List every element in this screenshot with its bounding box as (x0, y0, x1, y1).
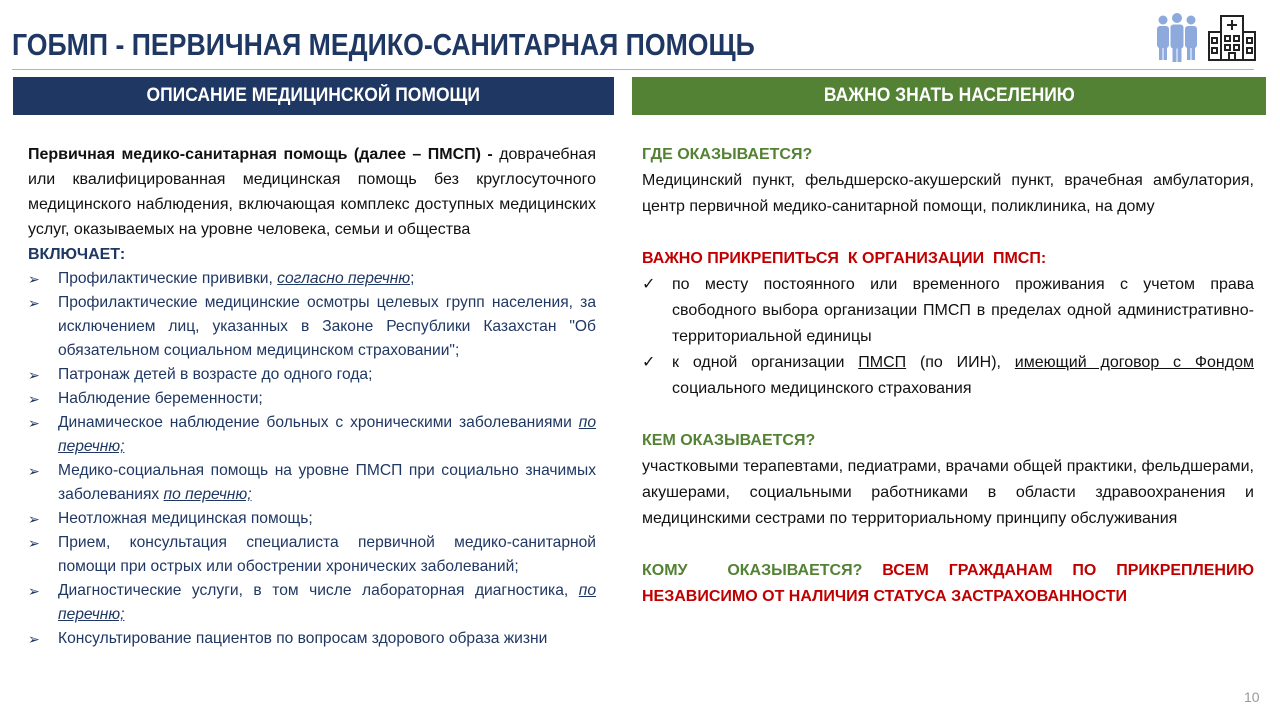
list-item-text: Прием, консультация специалиста первичной медико-санитарной помощи при острых или обострении хронических заболеваний; (58, 534, 596, 575)
list-item-link[interactable]: по перечню; (163, 486, 252, 503)
list-item (28, 627, 596, 651)
list-item-suffix: ; (410, 270, 415, 287)
where-answer: Медицинский пункт, фельдшерско-акушерский пункт, врачебная амбулатория, центр первичной медико-санитарной помощи, поликлиника, на дому (642, 172, 1254, 215)
list-item (28, 291, 596, 363)
arrow-bullet-icon: ➢ (28, 415, 40, 431)
list-item-text: Медико-социальная помощь на уровне ПМСП при социально значимых заболеваниях (58, 462, 596, 503)
list-item-text: Профилактические прививки, (58, 270, 278, 287)
list-item (28, 579, 596, 627)
fund-contract-link[interactable]: имеющий договор с Фондом (1014, 354, 1254, 371)
intro-paragraph (28, 142, 596, 242)
where-question: ГДЕ ОКАЗЫВАЕТСЯ? (642, 146, 813, 163)
list-item-text: Консультирование пациентов по вопросам здорового образа жизни (58, 630, 548, 647)
whom-block (642, 558, 1254, 610)
list-item-text: Наблюдение беременности; (58, 390, 263, 407)
list-item (28, 411, 596, 459)
includes-list (28, 267, 596, 651)
list-item-link[interactable]: согласно перечню (277, 270, 411, 287)
attach-item-2c: социального медицинского страхования (672, 380, 972, 397)
list-item-text: Профилактические медицинские осмотры целевых групп населения, за исключением лиц, указанных в Законе Республики Казахстан "Об обязательном социальном медицинском страховании"; (58, 294, 596, 359)
whom-question: КОМУ ОКАЗЫВАЕТСЯ? (642, 562, 883, 579)
left-section-header (13, 77, 614, 115)
page-title: ГОБМП - ПЕРВИЧНАЯ МЕДИКО-САНИТАРНАЯ ПОМОЩЬ (12, 27, 755, 62)
intro-text: доврачебная или квалифицированная медицинская помощь без круглосуточного медицинского наблюдения, включающая комплекс доступных медицинских услуг, оказываемых на уровне человека, семьи и общества (28, 146, 596, 238)
description-column (28, 142, 596, 651)
list-item-text: Диагностические услуги, в том числе лабораторная диагностика, (58, 582, 579, 599)
people-icon (1157, 13, 1197, 62)
arrow-bullet-icon: ➢ (28, 271, 40, 287)
list-item-link[interactable]: по перечню; (58, 582, 596, 623)
arrow-bullet-icon: ➢ (28, 295, 40, 311)
arrow-bullet-icon: ➢ (28, 631, 40, 647)
list-item-link[interactable]: по перечню; (58, 414, 596, 455)
title-divider (12, 69, 1254, 70)
arrow-bullet-icon: ➢ (28, 463, 40, 479)
attach-item-2a: к одной организации (672, 354, 859, 371)
arrow-bullet-icon: ➢ (28, 583, 40, 599)
right-section-header-label: ВАЖНО ЗНАТЬ НАСЕЛЕНИЮ (823, 85, 1075, 106)
list-item (28, 267, 596, 291)
list-item-text: Патронаж детей в возрасте до одного года; (58, 366, 373, 383)
attach-list (642, 272, 1254, 402)
list-item (28, 531, 596, 579)
list-item (28, 459, 596, 507)
left-section-header-label: ОПИСАНИЕ МЕДИЦИНСКОЙ ПОМОЩИ (146, 85, 481, 106)
checkmark-icon: ✓ (642, 354, 656, 371)
who-question: КЕМ ОКАЗЫВАЕТСЯ? (642, 432, 816, 449)
list-item (28, 363, 596, 387)
list-item-text: Динамическое наблюдение больных с хроническими заболеваниями (58, 414, 579, 431)
list-item (28, 507, 596, 531)
intro-bold: Первичная медико-санитарная помощь (далее – ПМСП) - (28, 146, 493, 163)
checkmark-icon: ✓ (642, 276, 656, 293)
attach-item-2b: (по ИИН), (906, 354, 1015, 371)
who-answer: участковыми терапевтами, педиатрами, врачами общей практики, фельдшерами, акушерами, социальными работниками в области здравоохранения и медицинскими сестрами по территориальному принципу обслуживания (642, 458, 1254, 527)
arrow-bullet-icon: ➢ (28, 367, 40, 383)
attach-item-1: по месту постоянного или временного проживания с учетом права свободного выбора организации ПМСП в пределах одной административно-территориальной единицы (672, 276, 1254, 345)
arrow-bullet-icon: ➢ (28, 535, 40, 551)
list-item (642, 272, 1254, 350)
attach-question: ВАЖНО ПРИКРЕПИТЬСЯ К ОРГАНИЗАЦИИ ПМСП: (642, 250, 1047, 267)
right-section-header (632, 77, 1266, 115)
hospital-icon (1209, 16, 1255, 60)
whom-answer: ВСЕМ ГРАЖДАНАМ ПО ПРИКРЕПЛЕНИЮ НЕЗАВИСИМО ОТ НАЛИЧИЯ СТАТУСА ЗАСТРАХОВАННОСТИ (642, 562, 1254, 605)
header-icons (1153, 10, 1257, 64)
includes-title: ВКЛЮЧАЕТ: (28, 246, 126, 263)
page-number: 10 (1244, 689, 1260, 705)
arrow-bullet-icon: ➢ (28, 511, 40, 527)
arrow-bullet-icon: ➢ (28, 391, 40, 407)
pmsp-link[interactable]: ПМСП (858, 354, 907, 371)
list-item (642, 350, 1254, 402)
population-info-column (642, 142, 1254, 610)
list-item-text: Неотложная медицинская помощь; (58, 510, 313, 527)
list-item (28, 387, 596, 411)
